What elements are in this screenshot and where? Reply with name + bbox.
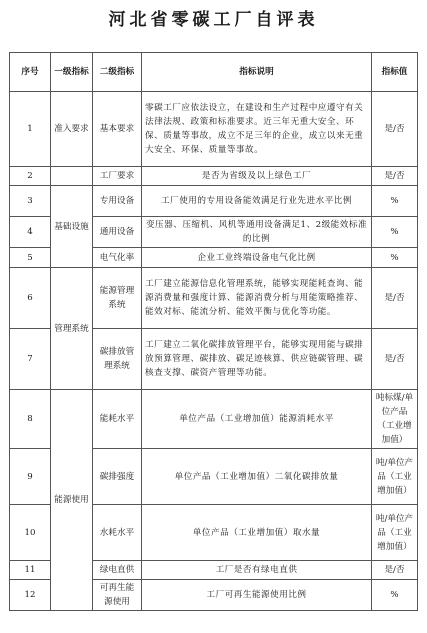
header-level1: 一级指标	[51, 53, 93, 92]
indicator-value: 吨/单位产品（工业增加值）	[372, 449, 418, 505]
indicator-value: %	[372, 580, 418, 611]
indicator-description: 工厂是否有绿电直供	[142, 561, 372, 580]
table-row	[10, 186, 418, 217]
header-level2: 二级指标	[93, 53, 142, 92]
row-number: 4	[10, 217, 51, 248]
row-number: 10	[10, 505, 51, 561]
row-number: 11	[10, 561, 51, 580]
indicator-value: 吨标煤/单位产品（工业增加值）	[372, 390, 418, 449]
row-number: 8	[10, 390, 51, 449]
indicator-value: 是/否	[372, 268, 418, 329]
indicator-description: 工厂建立能源信息化管理系统，能够实现能耗查询、能源消费量和强度计算、能源消费分析与用能策略推荐、能效对标、能流分析、能效平衡与优化等功能。	[142, 268, 372, 329]
level1-indicator: 管理系统	[51, 268, 93, 390]
table-row	[10, 390, 418, 449]
table-row	[10, 92, 418, 167]
level2-indicator: 能耗水平	[93, 390, 142, 449]
level2-indicator: 可再生能源使用	[93, 580, 142, 611]
level1-indicator: 准入要求	[51, 92, 93, 167]
table-header-row	[10, 53, 418, 92]
level2-indicator: 碳排强度	[93, 449, 142, 505]
indicator-description: 是否为省级及以上绿色工厂	[142, 167, 372, 186]
indicator-description: 工厂使用的专用设备能效满足行业先进水平比例	[142, 186, 372, 217]
row-number: 9	[10, 449, 51, 505]
indicator-description: 零碳工厂应依法设立，在建设和生产过程中应遵守有关法律法规、政策和标准要求。近三年无重大安全、环保、质量等事故，成立不足三年的企业，成立以来无重大安全、环保、质量等事故。	[142, 92, 372, 167]
level2-indicator: 专用设备	[93, 186, 142, 217]
table-row	[10, 268, 418, 329]
page-title: 河北省零碳工厂自评表	[108, 10, 319, 30]
level2-indicator: 工厂要求	[93, 167, 142, 186]
level2-indicator: 绿电直供	[93, 561, 142, 580]
level1-indicator: 基础设施	[51, 186, 93, 268]
row-number: 2	[10, 167, 51, 186]
indicator-description: 企业工业终端设备电气化比例	[142, 248, 372, 268]
row-number: 3	[10, 186, 51, 217]
level2-indicator: 水耗水平	[93, 505, 142, 561]
indicator-value: 是/否	[372, 329, 418, 390]
indicator-description: 单位产品（工业增加值）二氧化碳排放量	[142, 449, 372, 505]
indicator-value: 吨/单位产品（工业增加值）	[372, 505, 418, 561]
indicator-value: %	[372, 186, 418, 217]
row-number: 1	[10, 92, 51, 167]
indicator-value: %	[372, 248, 418, 268]
level2-indicator: 基本要求	[93, 92, 142, 167]
self-evaluation-table	[9, 52, 418, 611]
level1-indicator: 能源使用	[51, 390, 93, 611]
indicator-description: 单位产品（工业增加值）取水量	[142, 505, 372, 561]
indicator-value: %	[372, 217, 418, 248]
indicator-description: 变压器、压缩机、风机等通用设备满足1、2级能效标准的比例	[142, 217, 372, 248]
level1-indicator	[51, 167, 93, 186]
level2-indicator: 能源管理系统	[93, 268, 142, 329]
indicator-description: 工厂建立二氧化碳排放管理平台，能够实现用能与碳排放预算管理、碳排放、碳足迹核算、供应链碳管理、碳核查支撑、碳资产管理等功能。	[142, 329, 372, 390]
level2-indicator: 通用设备	[93, 217, 142, 248]
row-number: 12	[10, 580, 51, 611]
level2-indicator: 碳排放管理系统	[93, 329, 142, 390]
header-no: 序号	[10, 53, 51, 92]
indicator-description: 工厂可再生能源使用比例	[142, 580, 372, 611]
table-row	[10, 167, 418, 186]
indicator-value: 是/否	[372, 92, 418, 167]
row-number: 6	[10, 268, 51, 329]
header-description: 指标说明	[142, 53, 372, 92]
header-value: 指标值	[372, 53, 418, 92]
row-number: 5	[10, 248, 51, 268]
row-number: 7	[10, 329, 51, 390]
indicator-value: 是/否	[372, 561, 418, 580]
indicator-value: 是/否	[372, 167, 418, 186]
indicator-description: 单位产品（工业增加值）能源消耗水平	[142, 390, 372, 449]
level2-indicator: 电气化率	[93, 248, 142, 268]
